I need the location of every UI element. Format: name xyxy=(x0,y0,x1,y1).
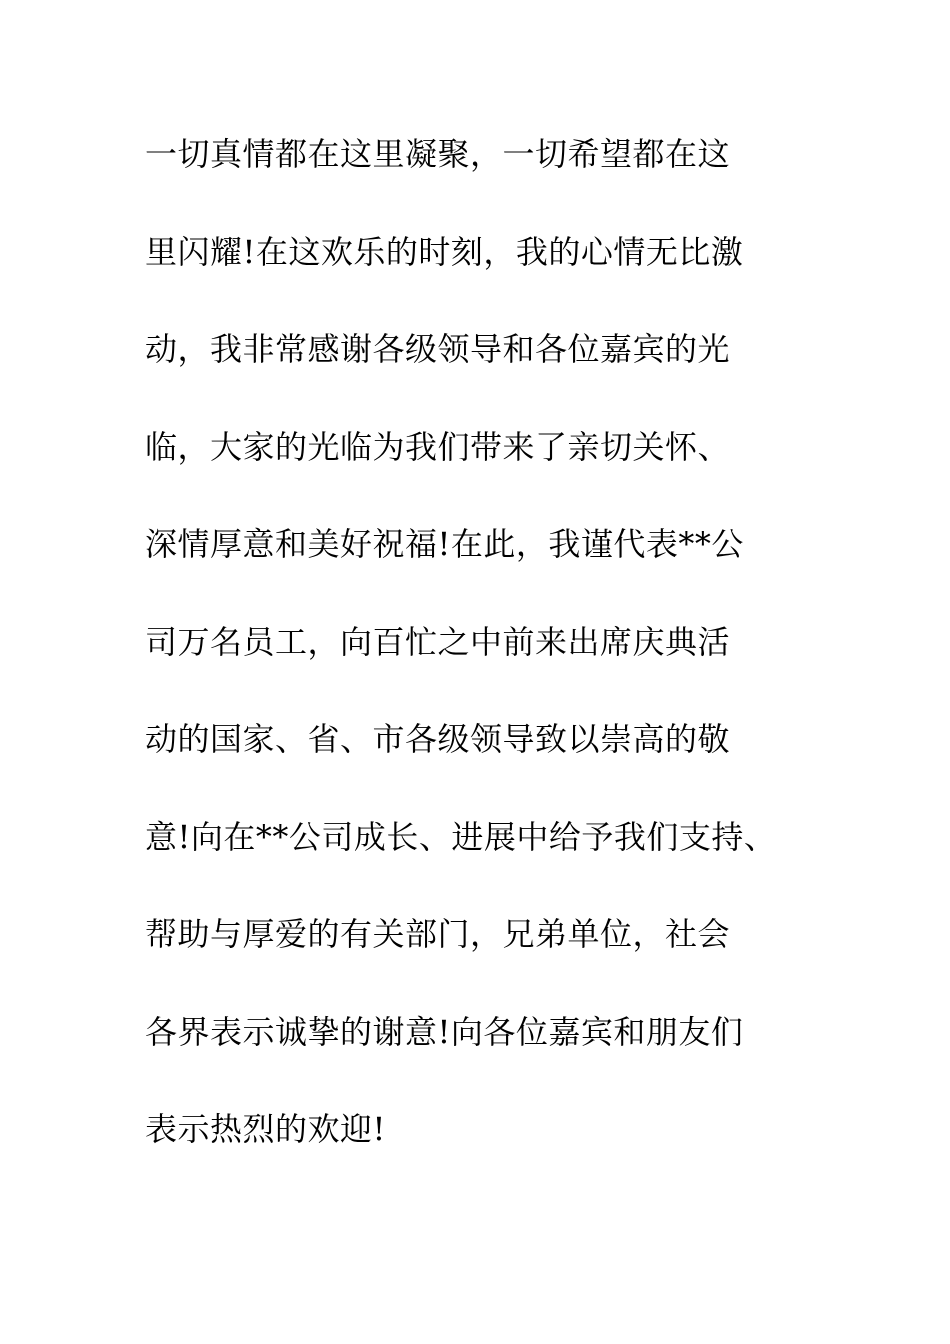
text-line: 动的国家、省、市各级领导致以崇高的敬 xyxy=(145,720,731,758)
text-line: 深情厚意和美好祝福!在此，我谨代表**公 xyxy=(145,525,744,563)
text-line: 各界表示诚挚的谢意!向各位嘉宾和朋友们 xyxy=(145,1012,744,1051)
text-line: 一切真情都在这里凝聚，一切希望都在这 xyxy=(145,135,731,173)
text-line: 司万名员工，向百忙之中前来出席庆典活 xyxy=(145,622,731,661)
text-line: 意!向在**公司成长、进展中给予我们支持、 xyxy=(145,817,777,856)
text-line: 帮助与厚爱的有关部门，兄弟单位，社会 xyxy=(145,915,731,953)
text-line: 表示热烈的欢迎! xyxy=(145,1110,386,1148)
text-line: 里闪耀!在这欢乐的时刻，我的心情无比激 xyxy=(145,232,744,271)
speech-paragraph xyxy=(145,126,845,1199)
text-line: 动，我非常感谢各级领导和各位嘉宾的光 xyxy=(145,330,731,368)
text-line: 临，大家的光临为我们带来了亲切关怀、 xyxy=(145,427,731,466)
